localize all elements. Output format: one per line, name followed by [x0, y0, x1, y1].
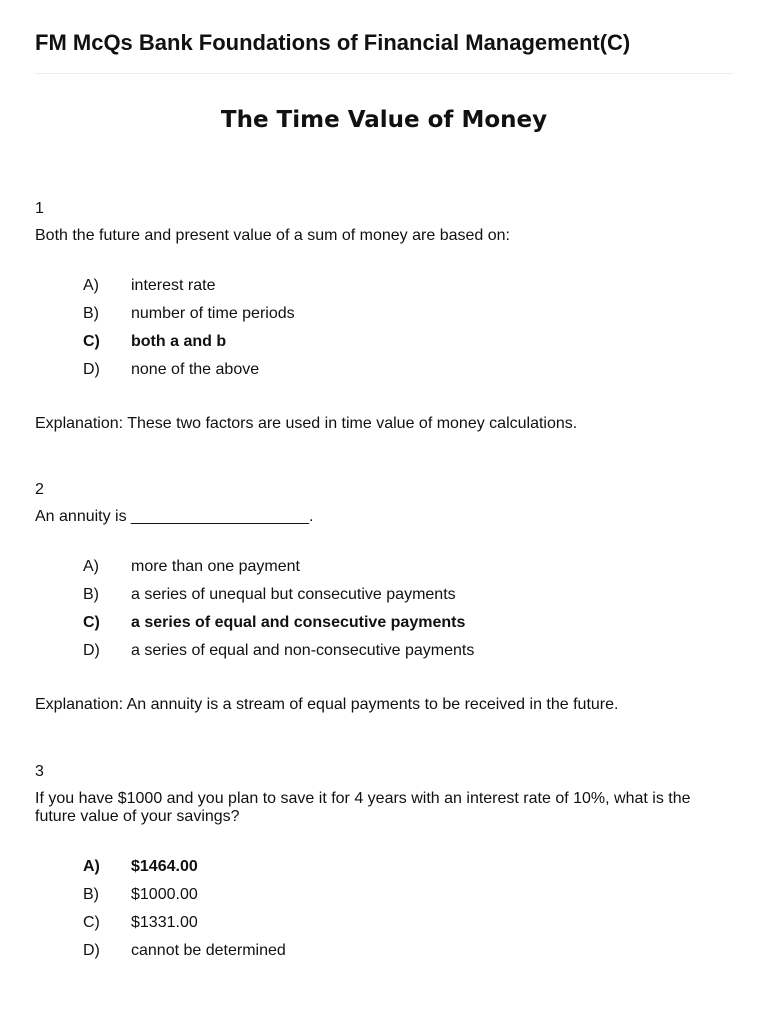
option-a-correct [83, 853, 735, 881]
option-b [83, 300, 735, 328]
page-title: The Time Value of Money [220, 107, 548, 133]
option-c-correct [83, 609, 735, 637]
option-letter: D) [83, 361, 100, 378]
option-text: a series of equal and consecutive payments [131, 614, 466, 631]
option-a [83, 553, 735, 581]
question-text: An annuity is ____________________. [35, 508, 314, 525]
option-text: more than one payment [131, 558, 300, 575]
explanation: Explanation: These two factors are used in time value of money calculations. [35, 415, 578, 432]
question-1 [35, 199, 735, 433]
question-text: If you have $1000 and you plan to save it for 4 years with an interest rate of 10%, what is the future value of your savings? [35, 790, 691, 825]
answer-options [35, 272, 735, 384]
question-text: Both the future and present value of a sum of money are based on: [35, 227, 510, 244]
option-c-correct [83, 328, 735, 356]
option-letter: B) [83, 886, 99, 903]
option-letter: B) [83, 586, 99, 603]
option-letter: D) [83, 942, 100, 959]
option-b [83, 581, 735, 609]
option-letter: A) [83, 558, 99, 575]
question-number: 3 [35, 763, 44, 780]
option-text: none of the above [131, 361, 260, 378]
question-3 [35, 762, 735, 965]
option-text: interest rate [131, 277, 216, 294]
option-letter: C) [83, 614, 100, 631]
option-text: $1000.00 [131, 886, 198, 903]
document-title: FM McQs Bank Foundations of Financial Management(C) [35, 30, 631, 55]
option-letter: A) [83, 277, 99, 294]
option-letter: A) [83, 858, 100, 875]
option-d [83, 356, 735, 384]
answer-options [35, 553, 735, 665]
option-text: $1331.00 [131, 914, 198, 931]
option-a [83, 272, 735, 300]
option-letter: B) [83, 305, 99, 322]
option-letter: C) [83, 333, 100, 350]
option-text: a series of unequal but consecutive payments [131, 586, 456, 603]
option-d [83, 937, 735, 965]
option-b [83, 881, 735, 909]
question-number: 2 [35, 481, 44, 498]
option-c [83, 909, 735, 937]
question-number: 1 [35, 200, 44, 217]
option-text: a series of equal and non-consecutive payments [131, 642, 475, 659]
option-letter: D) [83, 642, 100, 659]
answer-options [35, 853, 735, 965]
option-text: $1464.00 [131, 858, 198, 875]
option-letter: C) [83, 914, 100, 931]
question-2 [35, 480, 735, 714]
option-d [83, 637, 735, 665]
option-text: number of time periods [131, 305, 295, 322]
document-header [35, 28, 733, 74]
option-text: both a and b [131, 333, 227, 350]
option-text: cannot be determined [131, 942, 286, 959]
explanation: Explanation: An annuity is a stream of equal payments to be received in the future. [35, 696, 619, 713]
